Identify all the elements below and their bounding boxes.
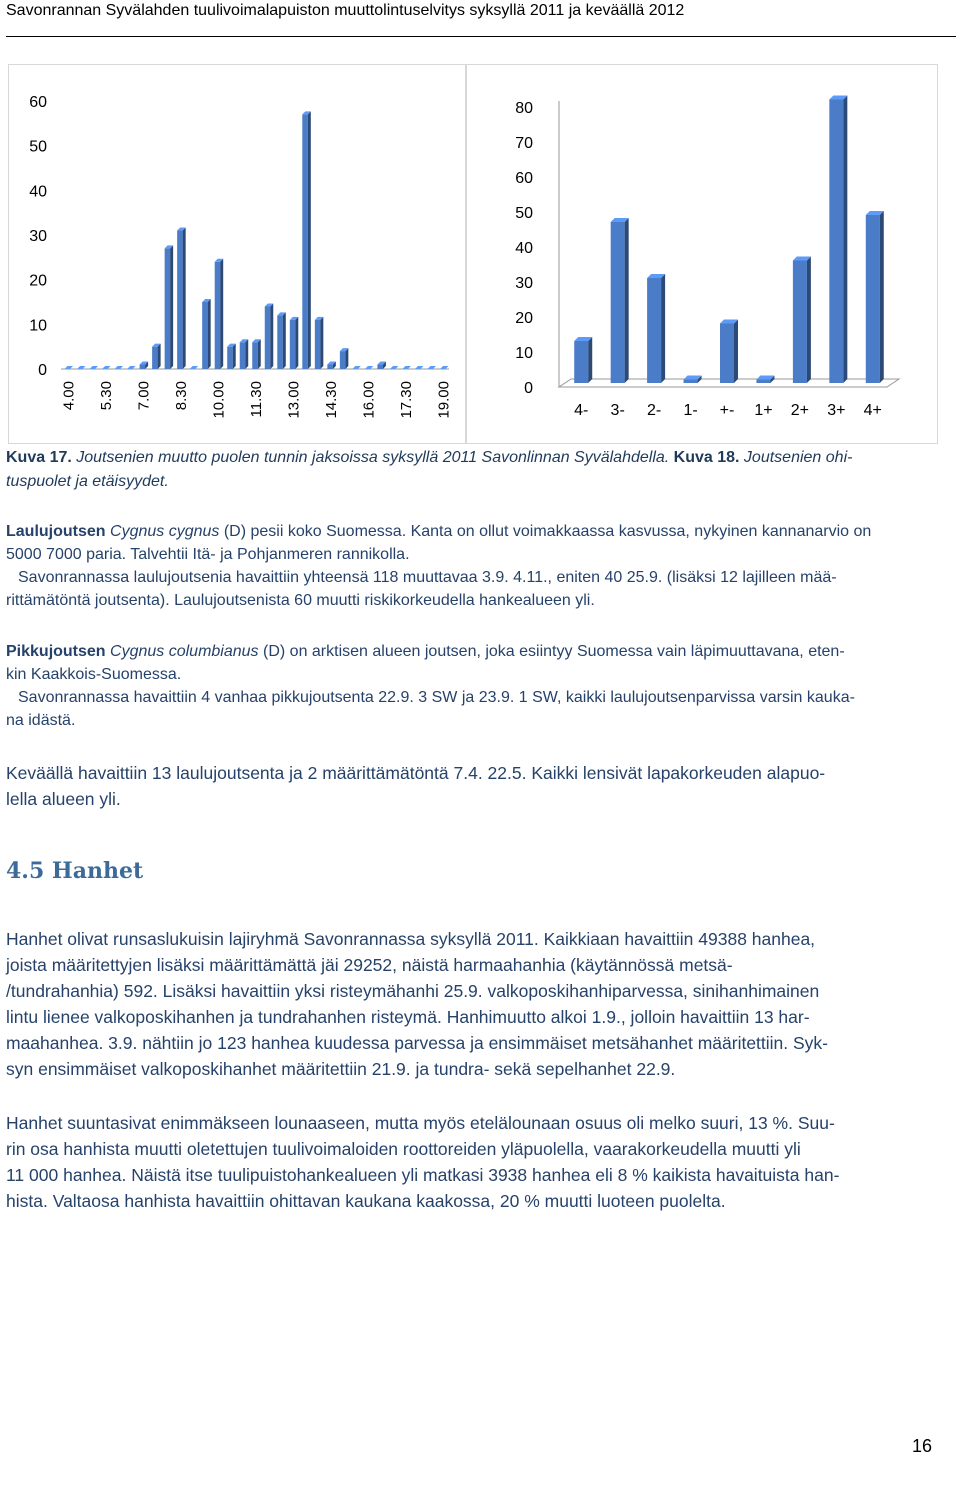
x-tick-label: 10.00	[210, 381, 228, 419]
bar-side	[245, 339, 248, 369]
bar	[684, 380, 698, 384]
bar-side	[320, 317, 323, 369]
y-tick-label: 80	[515, 100, 533, 117]
p2-text-1: (D) on arktisen alueen joutsen, joka esiintyy Suomessa vain läpimuuttavana, eten-	[258, 643, 845, 660]
p5-line: hista. Valtaosa hanhista havaittiin ohittavan kaukana kaakossa, 20 % muutti luoteen puolelta.	[6, 1191, 726, 1211]
p1-line-2: 5000 7000 paria. Talvehtii Itä- ja Pohjanmeren rannikolla.	[6, 546, 410, 563]
bar	[302, 114, 308, 369]
bar	[866, 215, 880, 383]
species-name: Pikkujoutsen	[6, 643, 106, 660]
species-latin: Cygnus columbianus	[110, 643, 259, 660]
y-tick-label: 50	[515, 205, 533, 222]
bar	[177, 231, 183, 369]
y-tick-label: 70	[515, 135, 533, 152]
p3-line-1: Keväällä havaittiin 13 laulujoutsenta ja 2 määrittämätöntä 7.4. 22.5. Kaikki lensivät lapakorkeuden alapuo-	[6, 763, 826, 783]
chart-passing-side	[466, 64, 938, 444]
species-latin: Cygnus cygnus	[110, 523, 220, 540]
x-tick-label: 11.30	[248, 381, 265, 418]
caption-text-17: Joutsenien muutto puolen tunnin jaksoissa syksyllä 2011 Savonlinnan Syvälahdella.	[71, 449, 674, 466]
bar-side	[308, 111, 311, 369]
bar	[265, 306, 271, 369]
chart-time-of-day-svg	[9, 65, 465, 443]
bar-side	[880, 211, 884, 383]
bar	[829, 100, 843, 384]
p1-text-1: (D) pesii koko Suomessa. Kanta on ollut voimakkaassa kasvussa, nykyinen kannanarvio on	[219, 523, 872, 540]
p5-line: rin osa hanhista muutti oletettujen tuulivoimaloiden roottoreiden yläpuolella, vaarakorkeudella muutti yli	[6, 1139, 801, 1159]
bar-side	[734, 320, 738, 384]
y-tick-label: 40	[515, 240, 533, 257]
bar-side	[258, 339, 261, 369]
y-tick-label: 0	[38, 362, 47, 379]
p4-line: Hanhet olivat runsaslukuisin lajiryhmä Savonrannassa syksyllä 2011. Kaikkiaan havaittiin 49388 hanhea,	[6, 929, 816, 949]
bar	[227, 347, 233, 369]
chart-passing-side-svg	[467, 65, 937, 443]
p2-line-2: kin Kaakkois-Suomessa.	[6, 666, 182, 683]
x-tick-label: +-	[719, 402, 735, 419]
bar-side	[183, 228, 186, 369]
p2-line-1	[6, 640, 954, 663]
p2-line-4: na idästä.	[6, 712, 76, 729]
bar-side	[208, 299, 211, 369]
bar	[793, 261, 807, 384]
paragraph-pikkujoutsen	[6, 640, 954, 732]
y-tick-label: 40	[29, 183, 47, 201]
bar	[240, 342, 246, 369]
p5-line: Hanhet suuntasivat enimmäkseen lounaaseen, mutta myös etelälounaan osuus oli melko suuri, 13 %. Suu-	[6, 1113, 835, 1133]
p4-line: lintu lienee valkoposkihanhen ja tundrahanhen risteymä. Hanhimuutto alkoi 1.9., jolloin havaittiin 13 har-	[6, 1007, 810, 1027]
bar	[202, 302, 208, 369]
bar-side	[270, 303, 273, 369]
y-tick-label: 10	[29, 317, 47, 335]
running-header: Savonrannan Syvälahden tuulivoimalapuiston muuttolintuselvitys syksyllä 2011 ja keväällä 2012	[6, 2, 685, 19]
bar-side	[220, 259, 223, 369]
paragraph-hanhet-2	[6, 1110, 954, 1214]
p1-line-4: rittämätöntä joutsenta). Laulujoutsenista 60 muutti riskikorkeudella hankealueen yli.	[6, 592, 595, 609]
p4-line: joista määritettyjen lisäksi määrittämättä jäi 29252, näistä harmaahanhia (käytännössä metsä-	[6, 955, 733, 975]
bar-side	[283, 312, 286, 369]
bar	[252, 342, 258, 369]
species-name: Laulujoutsen	[6, 523, 106, 540]
x-tick-label: 5.30	[97, 381, 115, 411]
x-tick-label: 13.00	[285, 381, 303, 419]
caption-label-18: Kuva 18.	[673, 449, 740, 466]
x-tick-label: 14.30	[323, 381, 341, 419]
paragraph-spring	[6, 760, 954, 812]
x-tick-label: 17.30	[398, 381, 416, 419]
p4-line: maahanhea. 3.9. nähtiin jo 123 hanhea kuudessa parvessa ja ensimmäiset metsähanhet määritettiin. Syk-	[6, 1033, 829, 1053]
paragraph-laulujoutsen	[6, 520, 954, 612]
figure-caption	[6, 446, 950, 494]
bar-side	[625, 218, 629, 383]
bar-side	[843, 96, 847, 384]
caption-text-18a: Joutsenien ohi-	[739, 449, 853, 466]
bar-side	[661, 274, 665, 383]
y-tick-label: 50	[29, 138, 47, 156]
bar	[290, 320, 296, 369]
header-rule	[6, 36, 956, 37]
y-tick-label: 20	[29, 272, 47, 290]
bar	[277, 315, 283, 369]
x-tick-label: 3+	[827, 402, 846, 419]
p3-line-2: lella alueen yli.	[6, 789, 121, 809]
x-tick-label: 4+	[863, 402, 882, 419]
chart-time-of-day	[8, 64, 466, 444]
p1-line-1	[6, 520, 954, 543]
bar	[315, 320, 321, 369]
x-tick-label: 1+	[754, 402, 773, 419]
x-tick-label: 3-	[610, 402, 625, 419]
y-tick-label: 30	[29, 228, 47, 245]
paragraph-hanhet-1	[6, 926, 954, 1082]
y-tick-label: 0	[524, 380, 533, 397]
bar-side	[295, 317, 298, 369]
bar	[327, 365, 333, 369]
x-tick-label: 4-	[574, 402, 589, 419]
bar-side	[345, 348, 348, 369]
bar-side	[233, 344, 236, 369]
bar	[152, 347, 158, 369]
x-tick-label: 2-	[646, 402, 662, 419]
bar	[647, 278, 661, 383]
bar	[756, 380, 770, 384]
y-tick-label: 60	[515, 170, 533, 187]
x-tick-label: 19.00	[435, 381, 453, 419]
bar	[340, 351, 346, 369]
bar	[720, 324, 734, 384]
y-tick-label: 10	[515, 345, 533, 362]
x-tick-label: 16.00	[360, 381, 378, 419]
bar-side	[588, 337, 592, 383]
p4-line: /tundrahanhia) 592. Lisäksi havaittiin yksi risteymähanhi 25.9. valkoposkihanhiparvessa, sinihanhimainen	[6, 981, 820, 1001]
bar	[574, 341, 588, 383]
bar-side	[158, 344, 161, 369]
p4-line: syn ensimmäiset valkoposkihanhet määritettiin 21.9. ja tundra- sekä sepelhanhet 22.9.	[6, 1059, 676, 1079]
p5-line: 11 000 hanhea. Näistä itse tuulipuistohankealueen yli matkasi 3938 hanhea eli 8 % kaikista havaituista han-	[6, 1165, 840, 1185]
caption-label-17: Kuva 17.	[6, 449, 72, 466]
section-heading: 4.5 Hanhet	[6, 858, 144, 884]
x-tick-label: 8.30	[172, 381, 190, 411]
bar	[140, 365, 146, 369]
caption-text-18b: tuspuolet ja etäisyydet.	[6, 473, 169, 490]
bar	[215, 262, 221, 369]
y-tick-label: 60	[29, 94, 47, 111]
bar	[165, 248, 171, 369]
x-tick-label: 2+	[790, 402, 810, 419]
bar	[377, 365, 383, 369]
page-number: 16	[911, 1436, 932, 1456]
x-tick-label: 7.00	[135, 381, 153, 411]
bar	[611, 222, 625, 383]
bar-side	[807, 257, 811, 384]
x-tick-label: 4.00	[60, 381, 78, 411]
x-tick-label: 1-	[683, 402, 698, 419]
p2-line-3: Savonrannassa havaittiin 4 vanhaa pikkujoutsenta 22.9. 3 SW ja 23.9. 1 SW, kaikki laulujoutsenparvissa varsin kauka-	[18, 689, 855, 706]
y-tick-label: 30	[515, 275, 533, 292]
p1-line-3: Savonrannassa laulujoutsenia havaittiin yhteensä 118 muuttavaa 3.9. 4.11., eniten 40 25.9. (lisäksi 12 lajilleen mää-	[18, 569, 837, 586]
y-tick-label: 20	[515, 310, 533, 327]
bar-side	[170, 245, 173, 369]
